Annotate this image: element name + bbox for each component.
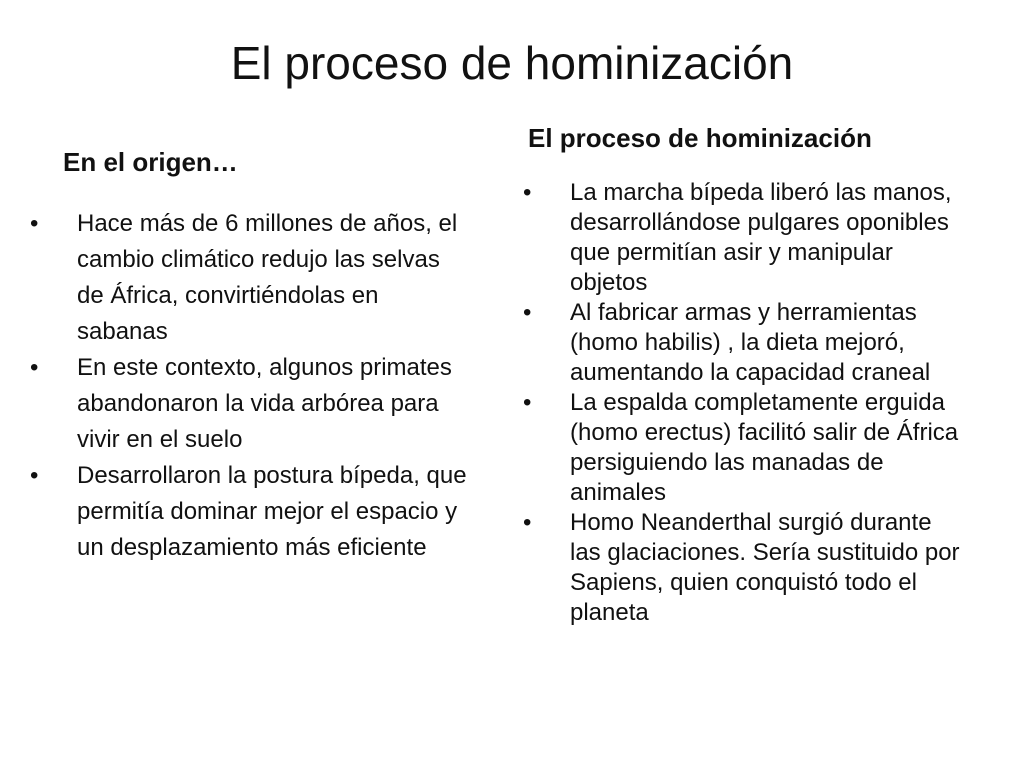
bullet-icon: •	[523, 509, 532, 536]
left-column-heading: En el origen…	[63, 147, 238, 177]
list-item	[523, 298, 963, 388]
bullet-icon: •	[30, 210, 39, 237]
left-bullet-list	[30, 206, 470, 566]
bullet-text: La marcha bípeda liberó las manos, desarrollándose pulgares oponibles que permitían asir y manipular objetos	[570, 179, 952, 296]
list-item	[30, 458, 470, 566]
list-item	[523, 508, 963, 628]
bullet-text: Hace más de 6 millones de años, el cambio climático redujo las selvas de África, convirtiéndolas en sabanas	[77, 210, 458, 345]
bullet-icon: •	[30, 354, 39, 381]
bullet-icon: •	[523, 389, 532, 416]
list-item	[523, 178, 963, 298]
bullet-text: Desarrollaron la postura bípeda, que permitía dominar mejor el espacio y un desplazamiento más eficiente	[77, 462, 467, 561]
bullet-icon: •	[523, 299, 532, 326]
bullet-text: Al fabricar armas y herramientas (homo habilis) , la dieta mejoró, aumentando la capacidad craneal	[570, 299, 931, 386]
bullet-text: Homo Neanderthal surgió durante las glaciaciones. Sería sustituido por Sapiens, quien conquistó todo el planeta	[570, 509, 960, 626]
list-item	[523, 388, 963, 508]
bullet-icon: •	[30, 462, 39, 489]
list-item	[30, 206, 470, 350]
bullet-text: En este contexto, algunos primates abandonaron la vida arbórea para vivir en el suelo	[77, 354, 452, 453]
right-bullet-list	[523, 178, 963, 628]
bullet-icon: •	[523, 179, 532, 206]
bullet-text: La espalda completamente erguida (homo erectus) facilitó salir de África persiguiendo las manadas de animales	[570, 389, 959, 506]
slide-title: El proceso de hominización	[230, 37, 794, 89]
list-item	[30, 350, 470, 458]
right-column-heading: El proceso de hominización	[528, 123, 872, 153]
